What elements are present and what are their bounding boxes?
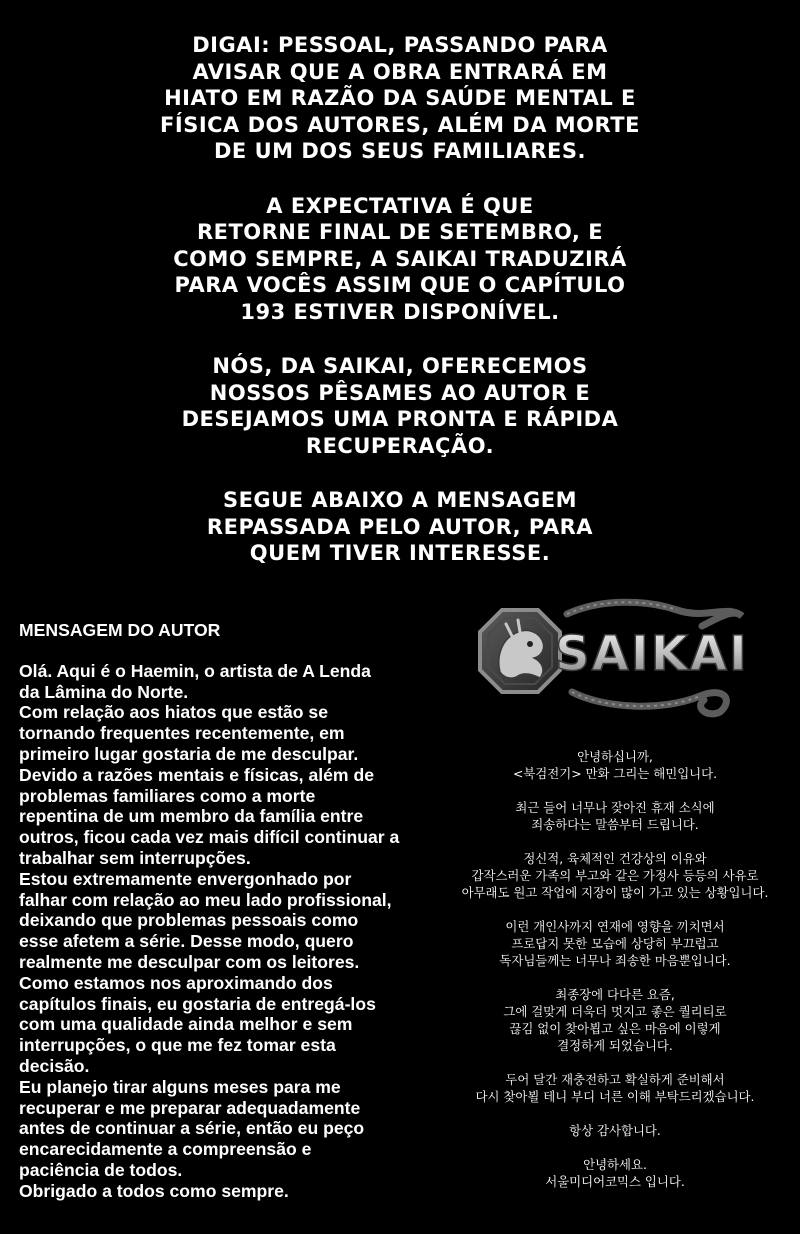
announcement-line: PARA VOCÊS ASSIM QUE O CAPÍTULO — [174, 273, 626, 297]
announcement-line: COMO SEMPRE, A SAIKAI TRADUZIRÁ — [173, 246, 627, 271]
korean-line: 그에 걸맞게 더욱더 멋지고 좋은 퀄리티로 — [503, 1004, 727, 1019]
korean-line: 죄송하다는 말씀부터 드립니다. — [531, 817, 699, 832]
author-message-line: encarecidamente a compreensão e — [19, 1139, 312, 1160]
announcement-line: NÓS, DA SAIKAI, OFERECEMOS — [212, 354, 588, 378]
korean-paragraph — [430, 850, 800, 901]
korean-line: 이런 개인사까지 연재에 영향을 끼치면서 — [505, 919, 725, 934]
author-message-line: decisão. — [19, 1055, 90, 1076]
korean-line: 안녕하세요. — [583, 1157, 647, 1172]
korean-line: 두어 달간 재충전하고 확실하게 준비해서 — [505, 1072, 725, 1087]
korean-paragraph — [430, 1156, 800, 1190]
korean-line: 항상 감사합니다. — [569, 1123, 661, 1138]
korean-paragraph — [430, 748, 800, 782]
announcement-line: DE UM DOS SEUS FAMILIARES. — [214, 139, 586, 163]
author-message-line: antes de continuar a série, então eu peço — [19, 1118, 365, 1139]
author-message-line: falhar com relação ao meu lado profissional, — [19, 889, 392, 910]
author-message-line: esse afetem a série. Desse modo, quero — [19, 931, 354, 952]
announcement-line: DIGAI: PESSOAL, PASSANDO PARA — [192, 33, 608, 57]
author-message-line: paciência de todos. — [19, 1159, 183, 1180]
announcement-line: NOSSOS PÊSAMES AO AUTOR E — [209, 380, 591, 405]
announcement-line: AVISAR QUE A OBRA ENTRARÁ EM — [192, 59, 608, 84]
author-message-line: interrupções, o que me fez tomar esta — [19, 1035, 336, 1056]
author-message-line: Eu planejo tirar alguns meses para me — [19, 1076, 341, 1097]
announcement-line: DESEJAMOS UMA PRONTA E RÁPIDA — [181, 407, 619, 431]
author-message-line: Estou extremamente envergonhado por — [19, 868, 352, 889]
korean-paragraph — [430, 986, 800, 1054]
author-message-line: Devido a razões mentais e físicas, além de — [19, 764, 374, 785]
author-message-line: Com relação aos hiatos que estão se — [19, 702, 328, 723]
korean-line: 독자님들께는 너무나 죄송한 마음뿐입니다. — [499, 953, 731, 968]
author-message-line: outros, ficou cada vez mais difícil continuar a — [19, 827, 400, 848]
announcement-line: QUEM TIVER INTERESSE. — [249, 541, 551, 565]
author-message-heading: MENSAGEM DO AUTOR — [19, 620, 221, 640]
announcement-line: SEGUE ABAIXO A MENSAGEM — [222, 488, 578, 512]
korean-line: 안녕하십니까, — [577, 749, 653, 764]
announcement-line: HIATO EM RAZÃO DA SAÚDE MENTAL E — [164, 86, 636, 110]
author-message-line: tornando frequentes recentemente, em — [19, 723, 345, 744]
svg-text:SAIKAI: SAIKAI — [555, 626, 749, 682]
author-message-line: com uma qualidade ainda melhor e sem — [19, 1014, 353, 1035]
author-message-line: trabalhar sem interrupções. — [19, 847, 251, 868]
author-message-line: da Lâmina do Norte. — [19, 681, 189, 702]
author-message-line: deixando que problemas pessoais como — [19, 910, 359, 931]
announcement-line: RETORNE FINAL DE SETEMBRO, E — [196, 220, 604, 244]
author-message-line: Obrigado a todos como sempre. — [19, 1180, 289, 1201]
translator-announcement — [150, 32, 650, 567]
korean-line: 아무래도 원고 작업에 지장이 많이 가고 있는 상황입니다. — [461, 885, 769, 900]
korean-line: 프로답지 못한 모습에 상당히 부끄럽고 — [511, 936, 719, 951]
korean-line: 최근 들어 너무나 잦아진 휴재 소식에 — [515, 800, 715, 815]
saikai-logo — [472, 596, 762, 720]
announcement-paragraph-2 — [150, 193, 650, 326]
korean-paragraph — [430, 799, 800, 833]
dragon-emblem-icon — [472, 596, 762, 720]
author-message-line: primeiro lugar gostaria de me desculpar. — [19, 743, 359, 764]
announcement-line: REPASSADA PELO AUTOR, PARA — [206, 514, 594, 539]
announcement-line: RECUPERAÇÃO. — [305, 433, 495, 458]
announcement-line: FÍSICA DOS AUTORES, ALÉM DA MORTE — [160, 112, 640, 137]
korean-paragraph — [430, 1122, 800, 1139]
announcement-paragraph-1 — [150, 32, 650, 165]
korean-line: 서울미디어코믹스 입니다. — [545, 1174, 685, 1189]
author-message — [19, 620, 449, 1202]
announcement-paragraph-4 — [150, 487, 650, 567]
author-message-line: Olá. Aqui é o Haemin, o artista de A Lenda — [19, 660, 371, 681]
author-message-line: recuperar e me preparar adequadamente — [19, 1097, 361, 1118]
announcement-paragraph-3 — [150, 353, 650, 459]
korean-line: 정신적, 육체적인 건강상의 이유와 — [523, 851, 707, 866]
korean-paragraph — [430, 918, 800, 969]
korean-line: 결정하게 되었습니다. — [557, 1038, 673, 1053]
author-message-line: realmente me desculpar com os leitores. — [19, 951, 360, 972]
announcement-line: 193 ESTIVER DISPONÍVEL. — [240, 299, 560, 324]
korean-line: 최종장에 다다른 요즘, — [555, 987, 675, 1002]
korean-line: 끊김 없이 찾아뵙고 싶은 마음에 이렇게 — [509, 1021, 721, 1036]
author-message-line: capítulos finais, eu gostaria de entregá-los — [19, 993, 376, 1014]
korean-line: 갑작스러운 가족의 부고와 같은 가정사 등등의 사유로 — [471, 868, 759, 883]
korean-author-message — [430, 748, 800, 1190]
author-message-line: repentina de um membro da família entre — [19, 806, 364, 827]
author-message-line: Como estamos nos aproximando dos — [19, 972, 333, 993]
author-message-line: problemas familiares como a morte — [19, 785, 316, 806]
announcement-line: A EXPECTATIVA É QUE — [266, 193, 534, 218]
korean-paragraph — [430, 1071, 800, 1105]
korean-line: <북검전기> 만화 그리는 해민입니다. — [512, 766, 718, 781]
korean-line: 다시 찾아뵐 테니 부디 너른 이해 부탁드리겠습니다. — [475, 1089, 755, 1104]
